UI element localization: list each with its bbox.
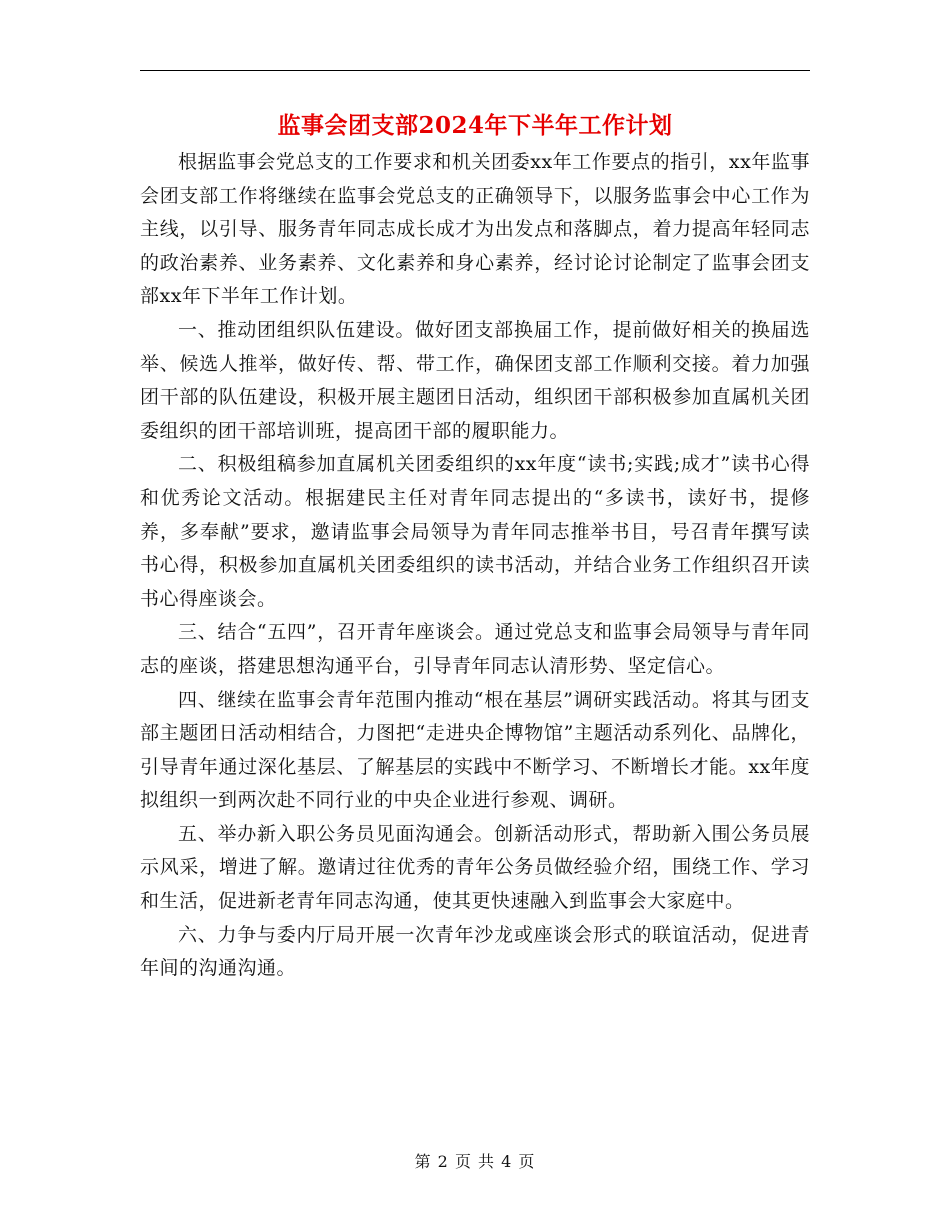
- document-title: 监事会团支部2024年下半年工作计划: [277, 112, 673, 139]
- page-number: 第 2 页 共 4 页: [414, 1152, 536, 1171]
- paragraph-item-4: 四、继续在监事会青年范围内推动“根在基层”调研实践活动。将其与团支部主题团日活动相结合，力图把“走进央企博物馆”主题活动系列化、品牌化，引导青年通过深化基层、了解基层的实践中不断学习、不断增长才能。xx年度拟组织一到两次赴不同行业的中央企业进行参观、调研。: [140, 688, 810, 812]
- paragraph-item-6: 六、力争与委内厅局开展一次青年沙龙或座谈会形式的联谊活动，促进青年间的沟通沟通。: [140, 923, 810, 980]
- paragraph-item-2: 二、积极组稿参加直属机关团委组织的xx年度“读书;实践;成才”读书心得和优秀论文活动。根据建民主任对青年同志提出的“多读书，读好书，提修养，多奉献”要求，邀请监事会局领导为青年同志推举书目，号召青年撰写读书心得，积极参加直属机关团委组织的读书活动，并结合业务工作组织召开读书心得座谈会。: [140, 453, 810, 610]
- document-body: [140, 146, 810, 986]
- paragraph-item-1: 一、推动团组织队伍建设。做好团支部换届工作，提前做好相关的换届选举、候选人推举，做好传、帮、带工作，确保团支部工作顺利交接。着力加强团干部的队伍建设，积极开展主题团日活动，组织团干部积极参加直属机关团委组织的团干部培训班，提高团干部的履职能力。: [140, 318, 810, 442]
- paragraph-item-5: 五、举办新入职公务员见面沟通会。创新活动形式，帮助新入围公务员展示风采，增进了解。邀请过往优秀的青年公务员做经验介绍，围绕工作、学习和生活，促进新老青年同志沟通，使其更快速融入到监事会大家庭中。: [140, 822, 810, 913]
- paragraph-item-3: 三、结合“五四”，召开青年座谈会。通过党总支和监事会局领导与青年同志的座谈，搭建思想沟通平台，引导青年同志认清形势、坚定信心。: [140, 621, 810, 677]
- paragraph-intro: 根据监事会党总支的工作要求和机关团委xx年工作要点的指引，xx年监事会团支部工作将继续在监事会党总支的正确领导下，以服务监事会中心工作为主线，以引导、服务青年同志成长成才为出发点和落脚点，着力提高年轻同志的政治素养、业务素养、文化素养和身心素养，经讨论讨论制定了监事会团支部xx年下半年工作计划。: [140, 151, 810, 308]
- header-rule: [140, 70, 810, 71]
